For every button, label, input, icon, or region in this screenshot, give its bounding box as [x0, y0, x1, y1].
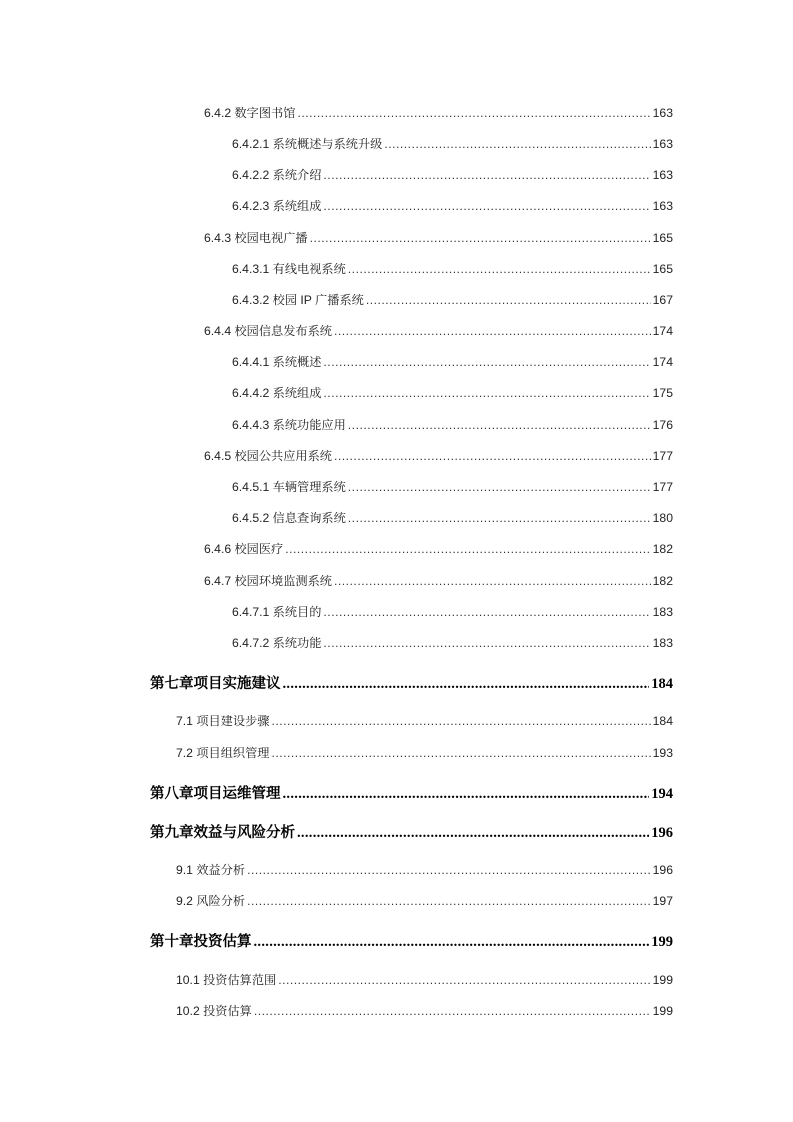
- dot-leader: [247, 863, 651, 877]
- toc-entry-page: 180: [652, 511, 673, 525]
- dot-leader: [334, 324, 651, 338]
- toc-chapter-title: 第八章项目运维管理: [150, 786, 281, 801]
- dot-leader: [348, 480, 651, 494]
- toc-entry-page: 163: [652, 106, 673, 120]
- toc-entry-page: 177: [652, 449, 673, 463]
- dot-leader: [247, 894, 651, 908]
- toc-entry[interactable]: [176, 1002, 673, 1018]
- toc-entry-title: 6.4.4.3 系统功能应用: [232, 418, 346, 432]
- toc-entry-title: 6.4.3.1 有线电视系统: [232, 262, 346, 276]
- toc-entry-page: 163: [652, 168, 673, 182]
- dot-leader: [334, 574, 651, 588]
- dot-leader: [366, 293, 651, 307]
- toc-entry[interactable]: [204, 322, 673, 338]
- toc-entry-page: 199: [651, 934, 673, 949]
- dot-leader: [254, 934, 650, 949]
- toc-entry-page: 199: [652, 973, 673, 987]
- toc-entry-page: 199: [652, 1004, 673, 1018]
- dot-leader: [297, 106, 650, 120]
- dot-leader: [348, 262, 651, 276]
- dot-leader: [384, 137, 650, 151]
- toc-entry[interactable]: [232, 197, 673, 213]
- toc-entry-title: 7.2 项目组织管理: [176, 746, 270, 760]
- dot-leader: [254, 1004, 651, 1018]
- dot-leader: [348, 418, 651, 432]
- toc-entry-title: 6.4.2.3 系统组成: [232, 199, 322, 213]
- toc-entry-title: 9.1 效益分析: [176, 863, 246, 877]
- toc-entry-title: 6.4.5.2 信息查询系统: [232, 511, 346, 525]
- toc-entry-page: 165: [652, 262, 673, 276]
- dot-leader: [310, 231, 651, 245]
- dot-leader: [348, 511, 651, 525]
- toc-entry-page: 184: [651, 676, 673, 691]
- toc-chapter-entry[interactable]: [150, 672, 673, 691]
- toc-entry[interactable]: [232, 291, 673, 307]
- toc-entry[interactable]: [176, 971, 673, 987]
- toc-entry[interactable]: [232, 509, 673, 525]
- toc-entry[interactable]: [176, 744, 673, 760]
- toc-entry-title: 6.4.5 校园公共应用系统: [204, 449, 332, 463]
- toc-entry-page: 165: [652, 231, 673, 245]
- toc-entry[interactable]: [232, 384, 673, 400]
- toc-chapter-entry[interactable]: [150, 821, 673, 840]
- toc-entry[interactable]: [204, 572, 673, 588]
- toc-entry-title: 6.4.2.1 系统概述与系统升级: [232, 137, 383, 151]
- toc-entry-title: 6.4.4 校园信息发布系统: [204, 324, 332, 338]
- toc-entry-title: 6.4.4.2 系统组成: [232, 386, 322, 400]
- toc-entry-page: 183: [652, 605, 673, 619]
- toc-entry-title: 6.4.4.1 系统概述: [232, 355, 322, 369]
- toc-chapter-title: 第十章投资估算: [150, 934, 252, 949]
- toc-entry[interactable]: [204, 447, 673, 463]
- dot-leader: [323, 386, 650, 400]
- toc-entry-title: 6.4.2.2 系统介绍: [232, 168, 322, 182]
- toc-entry-title: 7.1 项目建设步骤: [176, 714, 270, 728]
- toc-entry[interactable]: [232, 603, 673, 619]
- toc-entry[interactable]: [232, 135, 673, 151]
- dot-leader: [323, 355, 650, 369]
- toc-entry[interactable]: [204, 229, 673, 245]
- toc-chapter-title: 第九章效益与风险分析: [150, 825, 295, 840]
- toc-entry-page: 163: [652, 137, 673, 151]
- toc-entry-page: 176: [652, 418, 673, 432]
- toc-entry-page: 174: [652, 355, 673, 369]
- toc-entry[interactable]: [232, 416, 673, 432]
- dot-leader: [283, 676, 650, 691]
- dot-leader: [285, 542, 650, 556]
- toc-entry[interactable]: [232, 166, 673, 182]
- toc-entry-page: 194: [651, 786, 673, 801]
- toc-entry-title: 6.4.7 校园环境监测系统: [204, 574, 332, 588]
- toc-entry-page: 175: [652, 386, 673, 400]
- toc-entry[interactable]: [232, 634, 673, 650]
- toc-entry-page: 193: [652, 746, 673, 760]
- toc-entry-page: 196: [651, 825, 673, 840]
- toc-entry-page: 184: [652, 714, 673, 728]
- toc-entry-page: 177: [652, 480, 673, 494]
- toc-chapter-title: 第七章项目实施建议: [150, 676, 281, 691]
- toc-entry[interactable]: [232, 478, 673, 494]
- toc-entry-title: 6.4.5.1 车辆管理系统: [232, 480, 346, 494]
- dot-leader: [271, 746, 650, 760]
- toc-entry[interactable]: [204, 104, 673, 120]
- toc-entry-page: 182: [652, 574, 673, 588]
- toc-entry-page: 197: [652, 894, 673, 908]
- dot-leader: [323, 636, 650, 650]
- toc-entry[interactable]: [176, 892, 673, 908]
- toc-entry-title: 6.4.7.1 系统目的: [232, 605, 322, 619]
- dot-leader: [278, 973, 650, 987]
- toc-entry[interactable]: [232, 353, 673, 369]
- toc-entry-title: 10.1 投资估算范围: [176, 973, 277, 987]
- dot-leader: [323, 605, 650, 619]
- dot-leader: [323, 168, 650, 182]
- toc-entry-page: 183: [652, 636, 673, 650]
- dot-leader: [271, 714, 650, 728]
- toc-entry-title: 6.4.6 校园医疗: [204, 542, 284, 556]
- toc-entry-title: 6.4.7.2 系统功能: [232, 636, 322, 650]
- dot-leader: [334, 449, 651, 463]
- toc-entry[interactable]: [232, 260, 673, 276]
- toc-entry-title: 9.2 风险分析: [176, 894, 246, 908]
- toc-chapter-entry[interactable]: [150, 930, 673, 949]
- toc-entry-page: 174: [652, 324, 673, 338]
- toc-entry-page: 196: [652, 863, 673, 877]
- toc-entry-title: 6.4.3 校园电视广播: [204, 231, 308, 245]
- dot-leader: [323, 199, 650, 213]
- toc-entry-page: 163: [652, 199, 673, 213]
- toc-entry[interactable]: [176, 861, 673, 877]
- toc-entry-title: 10.2 投资估算: [176, 1004, 252, 1018]
- toc-entry-title: 6.4.2 数字图书馆: [204, 106, 296, 120]
- toc-chapter-entry[interactable]: [150, 782, 673, 801]
- toc-entry-page: 167: [652, 293, 673, 307]
- dot-leader: [297, 825, 649, 840]
- toc-entry-page: 182: [652, 542, 673, 556]
- toc-entry-title: 6.4.3.2 校园 IP 广播系统: [232, 293, 364, 307]
- toc-entry[interactable]: [204, 540, 673, 556]
- toc-entry[interactable]: [176, 712, 673, 728]
- dot-leader: [283, 786, 650, 801]
